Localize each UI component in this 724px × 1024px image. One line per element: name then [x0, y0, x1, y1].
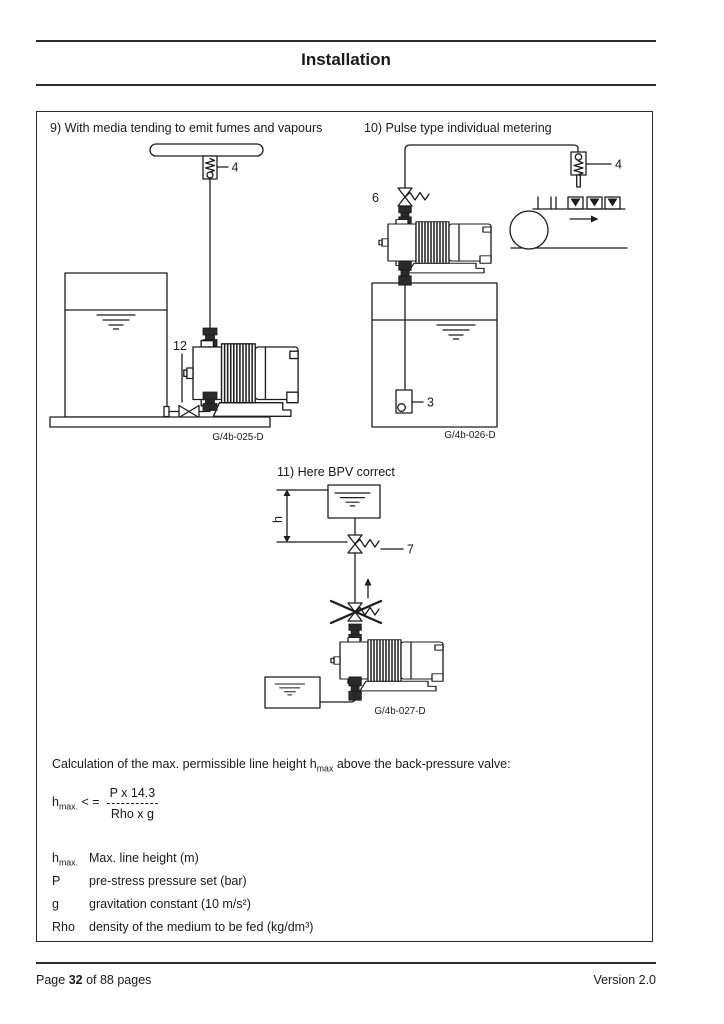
formula-lhs-subscript: max. [58, 801, 79, 812]
definition-row [52, 872, 313, 895]
pulse-injection-valve-icon [571, 152, 586, 187]
conveyor-roller [510, 211, 548, 249]
supply-tank [65, 273, 167, 417]
label-valve-4: 4 [615, 157, 622, 172]
figure-10-diagram [365, 140, 650, 452]
base-platform [50, 417, 270, 427]
term-text: P [52, 874, 61, 888]
term-text: g [52, 897, 59, 911]
label-valve-6: 6 [372, 191, 379, 205]
definition-text: gravitation constant (10 m/s²) [89, 897, 251, 911]
formula-lhs-base: h [52, 795, 59, 810]
header-rule-bottom [36, 84, 656, 86]
elevated-tank [328, 485, 380, 518]
fitting-nut-icon [349, 677, 362, 700]
calculation-intro [52, 757, 511, 774]
definition-row [52, 849, 313, 872]
figure-9-title: 9) With media tending to emit fumes and vapours [50, 121, 323, 135]
formula-lhs [52, 795, 100, 812]
term-text: h [52, 851, 59, 865]
wrong-bpv-position-icon [348, 603, 379, 621]
injection-valve-icon [203, 156, 217, 179]
term-text: Rho [52, 920, 75, 934]
label-valve-12: 12 [173, 339, 187, 353]
page-title: Installation [301, 50, 391, 69]
overhead-pipe [150, 144, 263, 156]
intro-text: Calculation of the max. permissible line height h [52, 757, 317, 771]
flow-up-arrow [365, 578, 372, 598]
formula-denominator: Rho x g [110, 807, 154, 821]
fitting-nut-icon [203, 392, 217, 411]
footer-version: Version 2.0 [593, 973, 656, 987]
metering-pump [331, 638, 443, 691]
figure-10-caption: G/4b-026-D [444, 430, 496, 441]
intro-subscript: max [316, 763, 334, 774]
definition-term [52, 918, 89, 941]
figure-11-diagram [255, 480, 535, 720]
shutoff-valve-icon [179, 406, 199, 418]
tank-outlet-stub [164, 407, 169, 417]
intro-text-cont: above the back-pressure valve: [333, 757, 511, 771]
header-rule-top [36, 40, 656, 42]
definition-term [52, 849, 89, 872]
label-valve-4: 4 [231, 160, 239, 175]
back-pressure-valve-icon [398, 188, 429, 206]
term-subscript: max. [58, 857, 79, 868]
figure-11-title: 11) Here BPV correct [277, 465, 395, 479]
definition-text: Max. line height (m) [89, 851, 199, 865]
back-pressure-valve-icon [348, 535, 379, 553]
figure-10-title: 10) Pulse type individual metering [364, 121, 552, 135]
metering-pump [379, 220, 491, 273]
label-height-h: h [271, 516, 285, 523]
figure-9-caption: G/4b-025-D [212, 432, 264, 443]
footer-page-number: 32 [68, 973, 83, 987]
definition-term [52, 872, 89, 895]
figure-9-diagram [45, 140, 355, 452]
definition-row [52, 918, 313, 941]
footer-page-prefix: Page [36, 973, 66, 987]
definition-row [52, 895, 313, 918]
suction-tank [265, 677, 320, 708]
metering-line [405, 145, 578, 188]
formula-relation: < = [81, 795, 100, 810]
hmax-formula [52, 786, 158, 821]
symbol-definitions [52, 849, 313, 941]
label-valve-7: 7 [407, 542, 414, 557]
definition-text: pre-stress pressure set (bar) [89, 874, 247, 888]
formula-numerator: P x 14.3 [107, 786, 159, 804]
suction-tank [372, 283, 497, 427]
footer-page-suffix: of 88 pages [86, 973, 152, 987]
metering-pump [184, 341, 298, 417]
foot-valve-icon [396, 390, 412, 413]
formula-fraction [107, 786, 159, 821]
definition-text: density of the medium to be fed (kg/dm³) [89, 920, 314, 934]
figure-11-caption: G/4b-027-D [374, 706, 426, 717]
conveyor [510, 197, 627, 249]
footer-page-info [36, 973, 151, 987]
label-valve-3: 3 [427, 395, 434, 410]
footer-rule [36, 962, 656, 964]
definition-term [52, 895, 89, 918]
